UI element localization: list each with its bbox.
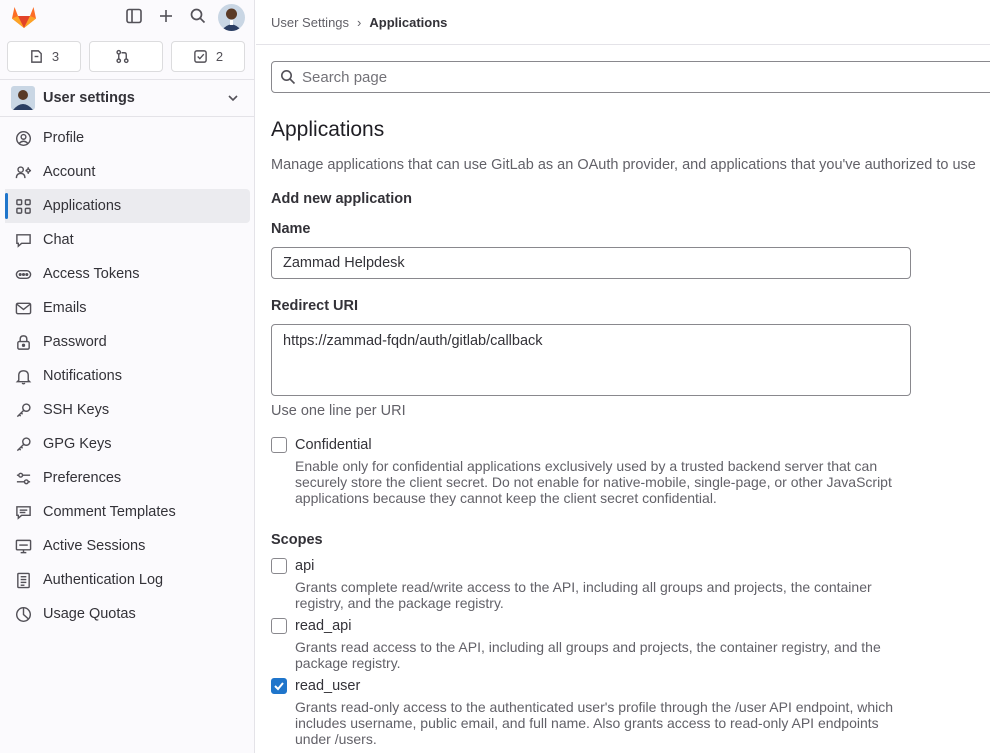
applications-icon [15,198,32,215]
todos-count: 2 [215,49,224,64]
confidential-description: Enable only for confidential applications exclusively used by a trusted backend server that can securely store the client secret. Do not enable for native-mobile, single-page, or other JavaScript applications because they cannot keep the client secret confidential. [295,458,892,506]
scope-read-user-label[interactable]: read_user [295,678,361,694]
monitor-icon [15,538,32,555]
search-icon [280,69,296,85]
todo-icon [193,49,208,64]
chevron-down-icon [226,91,240,105]
sidebar-item-label: Access Tokens [43,266,140,282]
breadcrumb-separator: › [357,14,362,30]
sidebar-nav [0,121,254,631]
scope-read-api-description: Grants read access to the API, including all groups and projects, the container registry, and the package registry. [295,639,881,671]
sidebar-item-label: Password [43,334,107,350]
sidebar [0,0,255,753]
merge-request-icon [115,49,130,64]
sidebar-item-authentication-log[interactable] [0,563,249,597]
profile-icon [15,130,32,147]
preferences-icon [15,470,32,487]
issues-icon [29,49,44,64]
scope-read-api-label[interactable]: read_api [295,618,352,634]
section-title: Add new application [271,191,412,207]
bell-icon [15,368,32,385]
comment-icon [15,504,32,521]
sidebar-item-applications[interactable] [5,189,250,223]
log-icon [15,572,32,589]
user-avatar[interactable] [218,4,245,31]
redirect-uri-value: https://zammad-fqdn/auth/gitlab/callback [283,333,543,349]
scope-api-checkbox[interactable] [271,558,287,574]
gitlab-logo-icon[interactable] [11,5,37,29]
scope-api-description: Grants complete read/write access to the API, including all groups and projects, the container registry, and the package registry. [295,579,872,611]
todos-counter[interactable] [171,41,245,72]
counters [7,41,245,72]
checkmark-icon [272,679,286,693]
lock-icon [15,334,32,351]
confidential-checkbox[interactable] [271,437,287,453]
name-label: Name [271,221,311,237]
sidebar-item-label: GPG Keys [43,436,112,452]
sidebar-item-label: Chat [43,232,74,248]
page-title: Applications [271,118,385,141]
redirect-uri-help: Use one line per URI [271,403,406,419]
issues-count: 3 [51,49,60,64]
scope-read-api-checkbox[interactable] [271,618,287,634]
sidebar-item-ssh-keys[interactable] [0,393,249,427]
scope-read-user-checkbox[interactable] [271,678,287,694]
search-input[interactable] [271,61,990,93]
breadcrumb [256,0,990,45]
sidebar-item-label: Authentication Log [43,572,164,588]
chat-icon [15,232,32,249]
scopes-label: Scopes [271,532,323,548]
confidential-label[interactable]: Confidential [295,437,372,453]
sidebar-item-label: Profile [43,130,85,146]
sidebar-item-active-sessions[interactable] [0,529,249,563]
quota-icon [15,606,32,623]
page-description: Manage applications that can use GitLab as an OAuth provider, and applications that you've authorized to use [271,157,976,173]
context-avatar [11,86,35,110]
sidebar-item-access-tokens[interactable] [0,257,249,291]
context-title: User settings [43,90,135,106]
redirect-uri-label: Redirect URI [271,298,359,314]
sidebar-item-notifications[interactable] [0,359,249,393]
sidebar-item-preferences[interactable] [0,461,249,495]
sidebar-item-profile[interactable] [0,121,249,155]
sidebar-item-account[interactable] [0,155,249,189]
sidebar-item-label: Comment Templates [43,504,176,520]
token-icon [15,266,32,283]
main-content [256,0,990,753]
sidebar-item-label: Notifications [43,368,122,384]
sidebar-item-password[interactable] [0,325,249,359]
sidebar-item-emails[interactable] [0,291,249,325]
sidebar-item-label: Emails [43,300,87,316]
sidebar-item-label: Account [43,164,96,180]
sidebar-item-label: Applications [43,198,122,214]
sidebar-item-label: SSH Keys [43,402,110,418]
sidebar-item-label: Usage Quotas [43,606,136,622]
mail-icon [15,300,32,317]
issues-counter[interactable] [7,41,81,72]
key-icon [15,402,32,419]
sidebar-item-comment-templates[interactable] [0,495,249,529]
scope-read-user-description: Grants read-only access to the authenticated user's profile through the /user API endpoint, which includes username, public email, and full name. Also grants access to read-only API endpoints under /users. [295,699,894,747]
sidebar-item-chat[interactable] [0,223,249,257]
account-icon [15,164,32,181]
redirect-uri-field[interactable] [271,324,911,396]
key-icon [15,436,32,453]
name-field[interactable] [271,247,911,279]
scope-api-label[interactable]: api [295,558,315,574]
sidebar-item-usage-quotas[interactable] [0,597,249,631]
sidebar-item-label: Preferences [43,470,122,486]
breadcrumb-user-settings[interactable]: User Settings [271,14,350,30]
context-switcher[interactable] [0,79,254,117]
plus-icon[interactable] [157,7,175,25]
search-icon[interactable] [189,7,207,25]
search-placeholder: Search page [302,68,388,86]
sidebar-item-gpg-keys[interactable] [0,427,249,461]
sidebar-topbar [0,0,254,37]
breadcrumb-applications[interactable]: Applications [369,14,448,30]
name-value: Zammad Helpdesk [283,255,405,271]
merge-requests-counter[interactable] [89,41,163,72]
sidebar-toggle-icon[interactable] [125,7,143,25]
sidebar-item-label: Active Sessions [43,538,146,554]
